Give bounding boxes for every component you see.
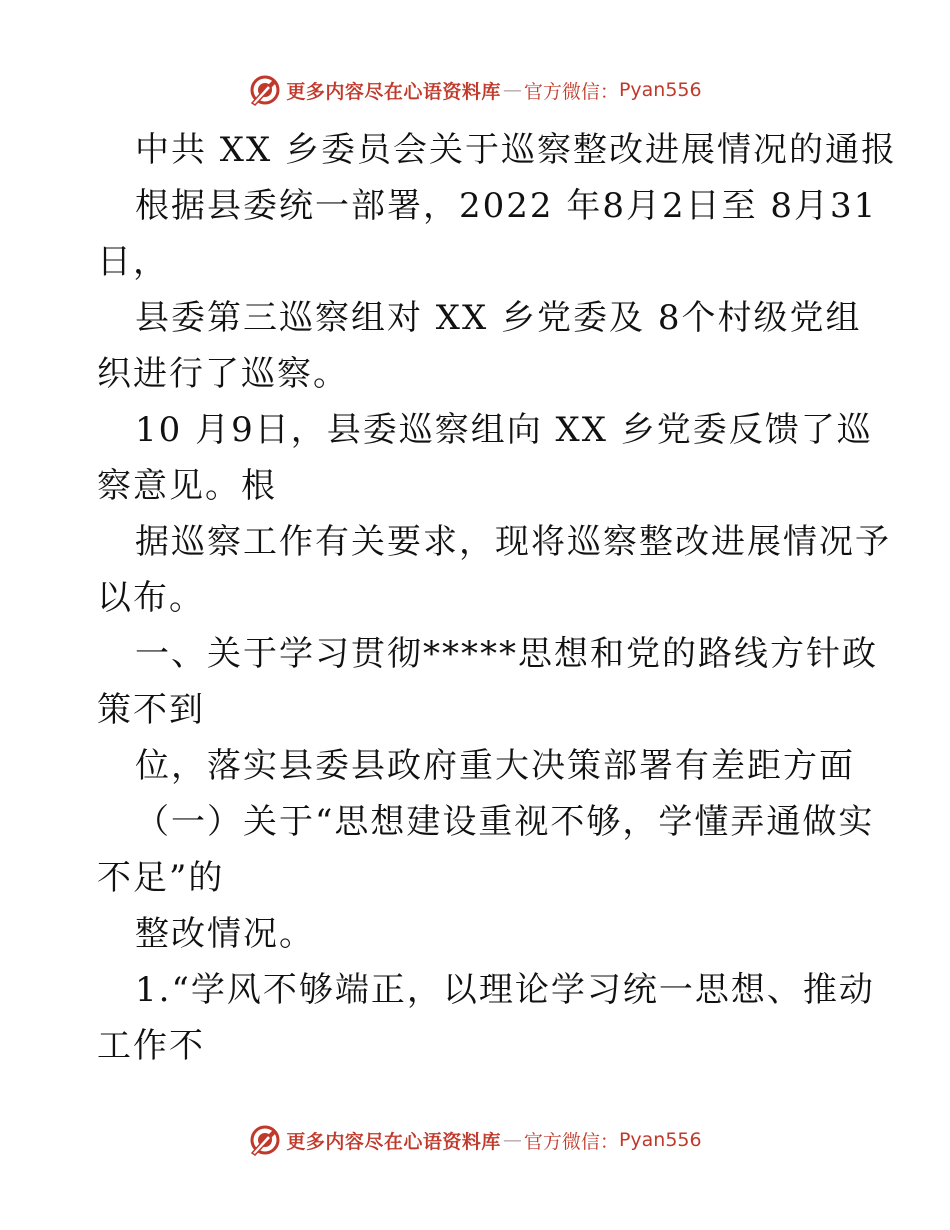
watermark-separator: — (502, 1129, 522, 1151)
section-heading-line: 位，落实县委县政府重大决策部署有差距方面 (135, 746, 855, 786)
header-watermark (0, 72, 950, 108)
pen-seal-logo-icon (248, 73, 282, 107)
subsection-heading-line: 不足”的 (97, 858, 225, 898)
subsection-heading-line: （一）关于“思想建设重视不够，学懂弄通做实 (135, 802, 875, 842)
document-title: 中共 XX 乡委员会关于巡察整改进展情况的通报 (135, 130, 898, 170)
paragraph-line: 根据县委统一部署，2022 年8月2日至 8月31 (135, 186, 878, 226)
watermark-main-text: 更多内容尽在心语资料库 (286, 80, 501, 103)
paragraph-line: 织进行了巡察。 (97, 354, 349, 394)
section-heading-line: 策不到 (97, 690, 205, 730)
section-heading-line: 一、关于学习贯彻*****思想和党的路线方针政 (135, 634, 878, 674)
item-line: 工作不 (97, 1026, 205, 1066)
paragraph-line: 以布。 (97, 578, 205, 618)
watermark-official-label: 官方微信： (523, 1130, 619, 1153)
watermark-separator: — (502, 79, 522, 101)
watermark-main-text: 更多内容尽在心语资料库 (286, 1130, 501, 1153)
item-line: 1.“学风不够端正，以理论学习统一思想、推动 (135, 970, 875, 1010)
document-body (97, 122, 898, 1074)
watermark-id: Pyan556 (618, 79, 702, 101)
pen-seal-logo-icon (248, 1123, 282, 1157)
watermark-official-label: 官方微信： (523, 80, 619, 103)
watermark-id: Pyan556 (618, 1129, 702, 1151)
footer-watermark (0, 1122, 950, 1158)
paragraph-line: 县委第三巡察组对 XX 乡党委及 8个村级党组 (135, 298, 862, 338)
paragraph-line: 日， (97, 242, 169, 282)
paragraph-line: 察意见。根 (97, 466, 277, 506)
paragraph-line: 10 月9日，县委巡察组向 XX 乡党委反馈了巡 (135, 410, 873, 450)
subsection-heading-line: 整改情况。 (135, 914, 315, 954)
paragraph-line: 据巡察工作有关要求，现将巡察整改进展情况予 (135, 522, 891, 562)
